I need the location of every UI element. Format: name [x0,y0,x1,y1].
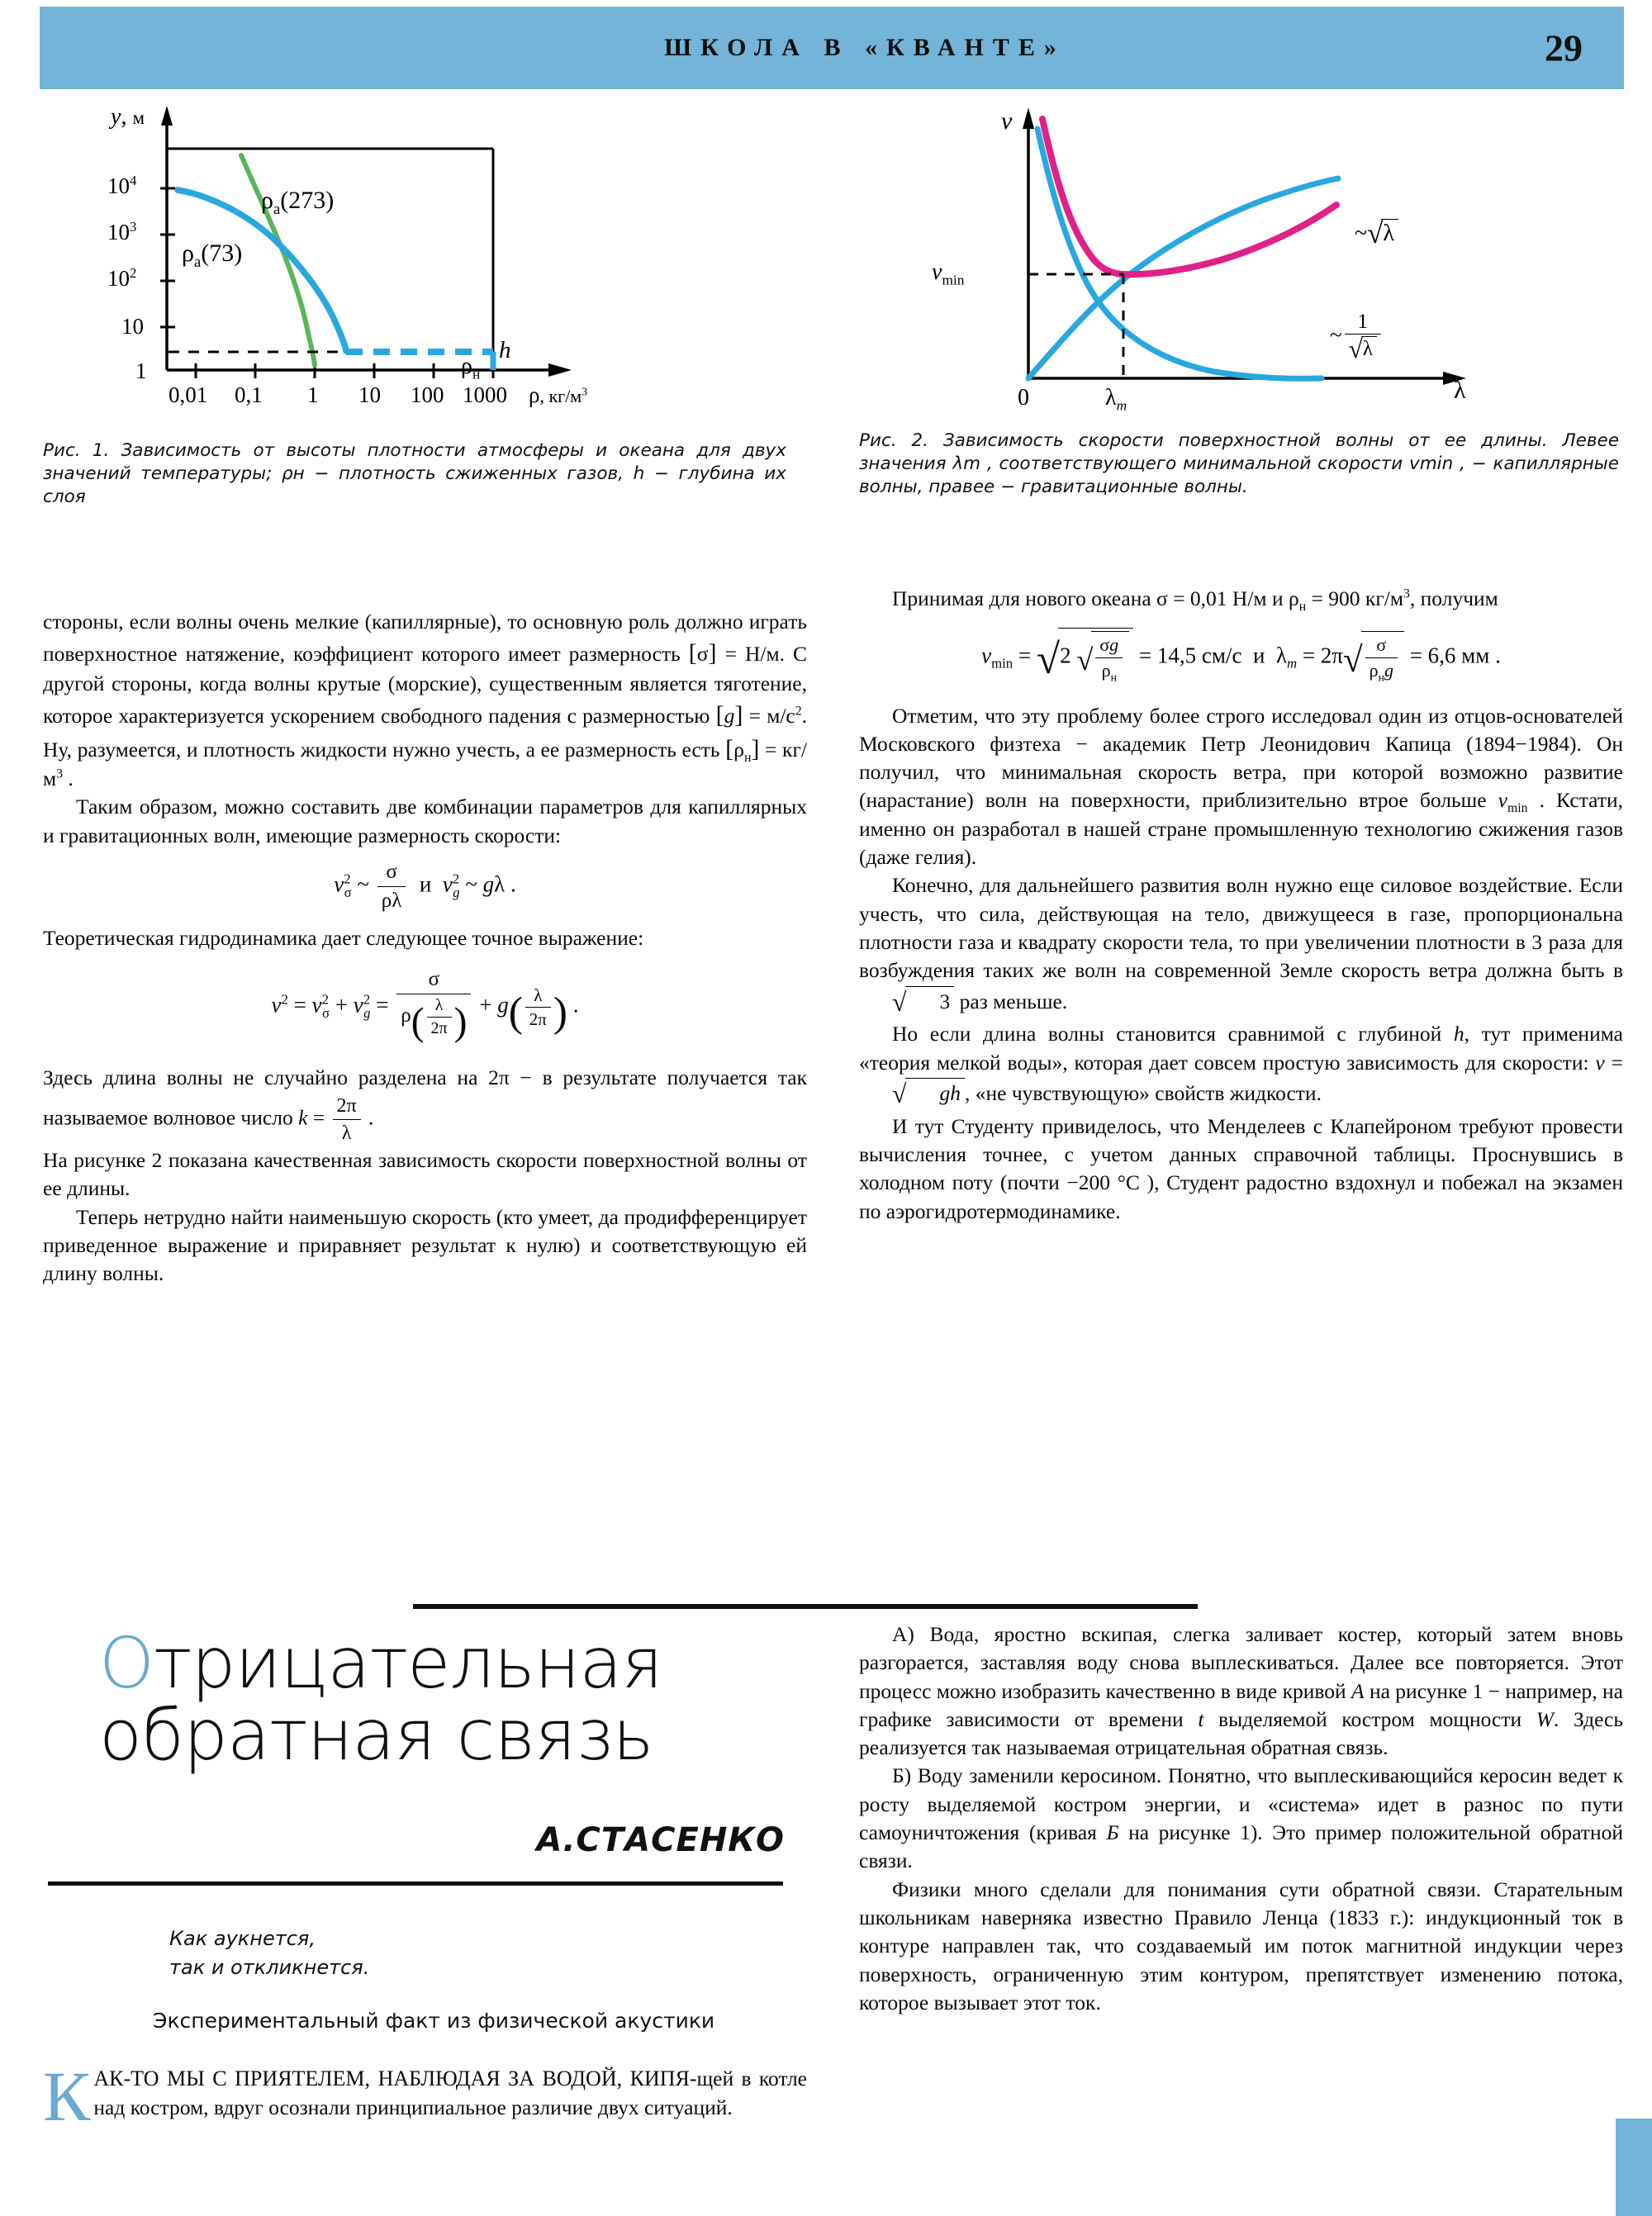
paragraph-lenz-rule: Физики много сделали для понимания сути обратной связи. Старательным школьникам наверняка известно Правило Ленца (1833 г.): индукционный ток в контуре направлен так, что создаваемый им поток магнитной индукции через поверхность, ограниченную этим контуром, препятствует изменению потока, которое вызывает этот ток. [859,1877,1623,2014]
paragraph-new-ocean: Принимая для нового океана σ = 0,01 Н/м и $\rho_н = 900$ $кг/м^3$, получим [892,586,1498,615]
fig1-xtick-2: 1 [307,382,319,407]
right-column [859,97,1623,1226]
left-column-body [43,608,807,1288]
article-author: А.СТАСЕНКО [536,1821,785,1859]
lead-paragraph-dropcap: К [43,2057,91,2136]
fig1-ytick-4: $10^4$ [107,173,137,198]
fig2-annotation-inv-sqrt: ~ $\frac{1}{√\lambda}$ [1330,311,1384,364]
fig2-vmin-label: $v_{min}$ [932,259,965,288]
article-top-rule [413,1604,1198,1609]
formula-exact-velocity: $v^2 = v^2_\sigma + v^2_g$ = σ ρ( $\frac{\lambda}{2\pi}$ ) + g( $\frac{\lambda}{2\pi}$ ) . [43,966,807,1049]
article-epigraph-source: Экспериментальный факт из физической акустики [153,2009,715,2033]
fig2-y-axis-label: v [1001,107,1013,135]
lead-paragraph-caps: АК-ТО МЫ С ПРИЯТЕЛЕМ, НАБЛЮДАЯ ЗА ВОДОЙ, КИПЯ- [93,2067,697,2090]
paragraph-shallow-water: Но если длина волны становится сравнимой с глубиной h, тут применима «теория мелкой воды», которая дает совсем простую зависимость для скорости: v = √ gh , «не чувствующую» свойств жидкости. [859,1022,1623,1108]
lead-paragraph-rest: щей в котле над костром, вдруг осознали принципиальное различие двух ситуаций. [93,2067,807,2119]
paragraph-student-dream: И тут Студенту привиделось, что Менделеев с Клапейроном требуют провести вычисления точнее, с учетом данных справочной таблицы. Проснувшись в холодном поту (почти −200 °C ), Студент радостно вздохнул и побежал на экзамен по аэрогидротермодинамике. [859,1113,1623,1223]
epigraph-line-2: так и откликнется. [169,1955,370,1979]
fig1-ytick-2: $10^2$ [107,265,137,291]
epigraph-line-1: Как аукнется, [169,1927,316,1950]
fig1-label-rho-n: $\rho_н$ [461,354,481,382]
article-title [99,1623,818,1777]
article-title-line1: трицательная [153,1623,662,1705]
fig1-x-axis-label: ρ, $кг/м^3$ [529,382,588,407]
fig2-annotation-sqrt: ~√λ [1355,217,1398,250]
paragraph-minimum-speed: Теперь нетрудно найти наименьшую скорость (кто умеет, да продифференцирует приведенное выражение и приравняет результат к нулю) и соответствующую ей длину волны. [43,1204,807,1286]
article-epigraph [169,1924,797,1982]
fig1-xtick-1: 0,1 [235,382,263,407]
figure-1-caption: Рис. 1. Зависимость от высоты плотности атмосферы и океана для двух значений температуры; ρн − плотность сжиженных газов, h − глубина их слоя [43,440,786,507]
paragraph-hydrodynamics: Теоретическая гидродинамика дает следующее точное выражение: [43,926,644,951]
fig1-xtick-3: 10 [358,382,381,407]
paragraph-figure2-ref: На рисунке 2 показана качественная зависимость скорости поверхностной волны от ее длины. [43,1148,807,1201]
fig1-curve-label-green: $\rho_a(273)$ [261,187,335,218]
paragraph-combinations: Таким образом, можно составить две комбинации параметров для капиллярных и гравитационных волн, имеющие размерность скорости: [43,795,807,847]
formula-vmin-lambdam: $v_{min} = √2$ √ $\frac{\sigma g}{\rho_н}$ = 14,5 см/с и $\lambda_m = 2\pi√$ $\frac{\sigma}{\rho_нg}$ = 6,6 мм . [859,628,1623,688]
fig1-ytick-0: 1 [135,358,147,383]
corner-decoration [1616,2119,1652,2216]
page-title: ШКОЛА В «КВАНТЕ» [664,34,1066,61]
figure-1 [43,97,807,585]
page-header-banner [40,7,1624,89]
fig1-ytick-1: 10 [121,314,144,339]
fig2-lambda-m-label: $\lambda_m$ [1105,385,1127,414]
paragraph-kapitsa: Отметим, что эту проблему более строго исследовал один из отцов-основателей Московского физтеха − академик Петр Леонидович Капица (1894−1984). Он получил, что минимальная скорость ветра, при которой возможно развитие (нарастание) волн на поверхности, приблизительно втрое больше $v_{min}$ . Кстати, именно он разработал в нашей стране промышленную технологию сжижения газов (даже гелия). [859,703,1623,870]
fig2-x-axis-label: λ [1454,377,1466,404]
fig1-ytick-3: $10^3$ [107,219,137,244]
paragraph-capillary: стороны, если волны очень мелкие (капиллярные), то основную роль должно играть поверхностное натяжение, коэффициент которого имеет размерность [σ] = Н/м. С другой стороны, когда волны крутые (морские), существенным является тяготение, которое характеризуется ускорением свободного падения с размерностью $[g] = м/с^2$. Ну, разумеется, и плотность жидкости нужно учесть, а ее размерность есть $[\rho_н] = кг/м^3$ . [43,610,808,790]
left-column [43,97,807,1288]
fig1-xtick-0: 0,01 [169,382,208,407]
article-title-dropcap: О [99,1623,154,1705]
fig1-y-axis-label: y, м [111,104,145,130]
formula-velocity-combinations: $v^2_\sigma$ ~ $\frac{\sigma}{\rho\lambda}$ и $v^2_g$ ~ gλ . [43,858,807,914]
right-column-body [859,585,1623,1226]
article-title-line2: обратная связь [99,1694,653,1777]
figure-2-caption: Рис. 2. Зависимость скорости поверхностной волны от ее длины. Левее значения λm , соответствующего минимальной скорости vmin , − капиллярные волны, правее − гравитационные волны. [859,430,1619,497]
fig1-label-h: h [499,337,511,363]
article-author-rule [48,1881,783,1886]
figure-2 [859,97,1623,568]
fig1-xtick-4: 100 [411,382,444,407]
paragraph-case-a: А) Вода, яростно вскипая, слегка заливает костер, который затем вновь разгорается, заставляя воду снова выплескиваться. Далее все повторяется. Этот процесс можно изобразить качественно в виде кривой А на рисунке 1 − например, на графике зависимости от времени t выделяемой костром мощности W. Здесь реализуется так называемая отрицательная обратная связь. [859,1622,1623,1760]
fig2-origin-label: 0 [1018,385,1029,410]
article-lead-paragraph [43,2057,807,2136]
article-right-column [859,1620,1623,2017]
fig1-curve-label-blue: $\rho_a(73)$ [182,240,243,271]
page-number: 29 [1545,26,1583,69]
fig1-xtick-5: 1000 [463,382,507,407]
paragraph-force-action: Конечно, для дальнейшего развития волн нужно еще силовое воздействие. Если учесть, что сила, действующая на тело, движущееся в газе, пропорциональна плотности газа и квадрату скорости тела, то при увеличении плотности в 3 раза для возбуждения таких же волн на современной Земле скорость ветра должна быть в √ 3 раз меньше. [859,873,1623,1017]
paragraph-wavenumber: Здесь длина волны не случайно разделена на 2π − в результате получается так называемое волновое число k = $\frac{2\pi}{\lambda}$ . [43,1064,807,1146]
paragraph-case-b: Б) Воду заменили керосином. Понятно, что выплескивающийся керосин ведет к росту выделяемой костром энергии, и «система» идет в разнос по пути самоуничтожения (кривая Б на рисунке 1). Это пример положительной обратной связи. [859,1763,1623,1873]
